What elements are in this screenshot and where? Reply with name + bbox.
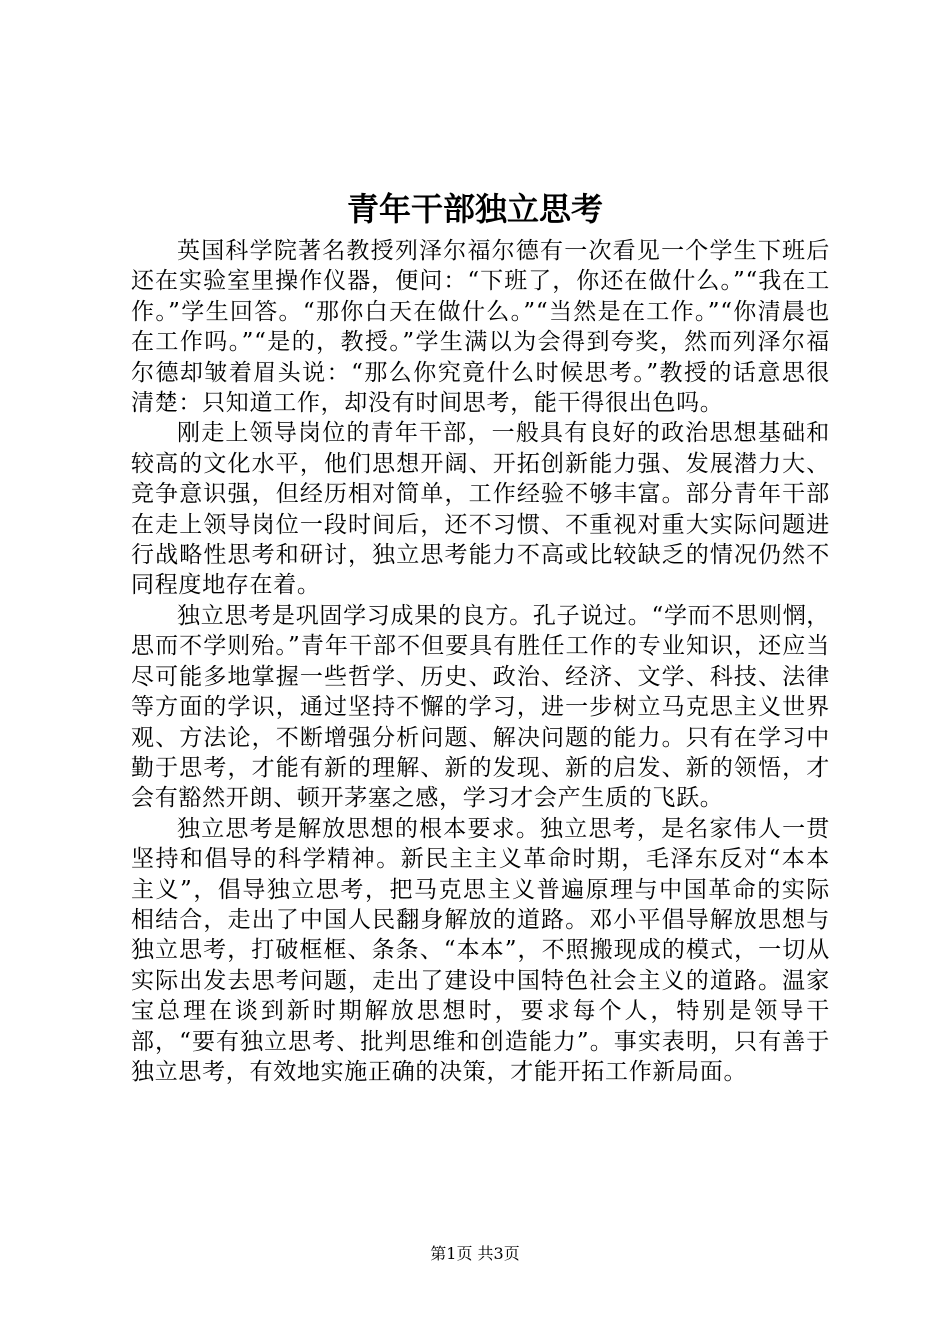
paragraph-4: 独立思考是解放思想的根本要求。独立思考，是名家伟人一贯坚持和倡导的科学精神。新民主主义革命时期，毛泽东反对“本本主义”，倡导独立思考，把马克思主义普遍原理与中国革命的实际相结合，走出了中国人民翻身解放的道路。邓小平倡导解放思想与独立思考，打破框框、条条、“本本”，不照搬现成的模式，一切从实际出发去思考问题，走出了建设中国特色社会主义的道路。温家宝总理在谈到新时期解放思想时，要求每个人，特别是领导干部，“要有独立思考、批判思维和创造能力”。事实表明，只有善于独立思考，有效地实施正确的决策，才能开拓工作新局面。	[131, 815, 830, 1085]
paragraph-2: 刚走上领导岗位的青年干部，一般具有良好的政治思想基础和较高的文化水平，他们思想开阔、开拓创新能力强、发展潜力大、竞争意识强，但经历相对简单，工作经验不够丰富。部分青年干部在走上领导岗位一段时间后，还不习惯、不重视对重大实际问题进行战略性思考和研讨，独立思考能力不高或比较缺乏的情况仍然不同程度地存在着。	[131, 420, 830, 599]
page-number-footer: 第1页 共3页	[430, 1244, 520, 1263]
paragraph-3: 独立思考是巩固学习成果的良方。孔子说过。“学而不思则惘，思而不学则殆。”青年干部不但要具有胜任工作的专业知识，还应当尽可能多地掌握一些哲学、历史、政治、经济、文学、科技、法律等方面的学识，通过坚持不懈的学习，进一步树立马克思主义世界观、方法论，不断增强分析问题、解决问题的能力。只有在学习中勤于思考，才能有新的理解、新的发现、新的启发、新的领悟，才会有豁然开朗、顿开茅塞之感，学习才会产生质的飞跃。	[131, 602, 830, 812]
document-body	[131, 236, 830, 1087]
paragraph-1: 英国科学院著名教授列泽尔福尔德有一次看见一个学生下班后还在实验室里操作仪器，便问：“下班了，你还在做什么。”“我在工作。”学生回答。“那你白天在做什么。”“当然是在工作。”“你清晨也在工作吗。”“是的，教授。”学生满以为会得到夸奖，然而列泽尔福尔德却皱着眉头说：“那么你究竟什么时候思考。”教授的话意思很清楚：只知道工作，却没有时间思考，能干得很出色吗。	[131, 238, 830, 417]
page-title: 青年干部独立思考	[346, 190, 603, 228]
